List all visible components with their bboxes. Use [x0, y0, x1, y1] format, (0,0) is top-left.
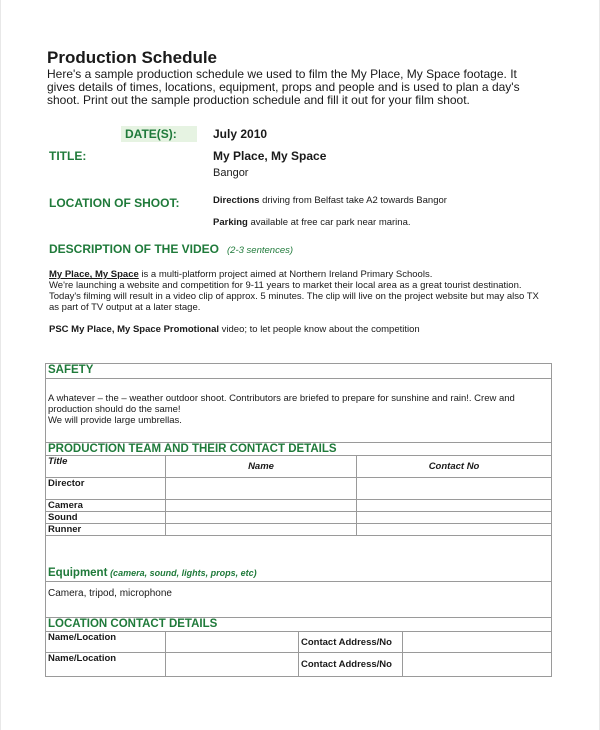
location-contact-label: Contact Address/No [299, 632, 403, 653]
location-name-cell[interactable] [166, 632, 299, 653]
team-contact-cell[interactable] [357, 512, 552, 524]
location-name-label: Name/Location [46, 632, 166, 653]
directions-line [213, 195, 447, 206]
psc-line [49, 324, 420, 335]
safety-text-1: A whatever – the – weather outdoor shoot. Contributors are briefed to prepare for sunshine and rain!. Crew and production should do the same! [48, 393, 515, 415]
team-name-cell[interactable] [166, 500, 357, 512]
page-title: Production Schedule [47, 48, 218, 67]
equipment-header [46, 536, 552, 582]
psc-text: video; to let people know about the competition [219, 324, 420, 335]
title-label: TITLE: [49, 149, 87, 163]
team-contact-cell[interactable] [357, 500, 552, 512]
intro-paragraph: Here's a sample production schedule we used to film the My Place, My Space footage. It gives details of times, locations, equipment, props and people and is used to plan a day's shoot. Print out the sample production schedule and fill it out for your film shoot. [47, 67, 520, 107]
title-value: My Place, My Space [213, 149, 327, 163]
description-body [49, 269, 549, 313]
directions-label: Directions [213, 195, 260, 206]
location-contact-label: Contact Address/No [299, 653, 403, 677]
team-role-sound: Sound [46, 512, 166, 524]
safety-header: SAFETY [46, 364, 552, 379]
equipment-list [46, 582, 552, 618]
location-label: LOCATION OF SHOOT: [49, 196, 180, 210]
team-role-runner: Runner [46, 524, 166, 536]
description-lead: My Place, My Space [49, 269, 139, 280]
location-name-cell[interactable] [166, 653, 299, 677]
team-contact-cell[interactable] [357, 478, 552, 500]
team-name-cell[interactable] [166, 524, 357, 536]
team-name-cell[interactable] [166, 512, 357, 524]
parking-label: Parking [213, 217, 248, 228]
description-heading [49, 242, 293, 256]
title-value-location: Bangor [213, 167, 249, 179]
safety-text-2: We will provide large umbrellas. [48, 415, 182, 426]
location-contacts-header: LOCATION CONTACT DETAILS [46, 618, 552, 632]
description-hint: (2-3 sentences) [227, 245, 294, 256]
directions-text: driving from Belfast take A2 towards Bangor [259, 195, 447, 206]
team-name-cell[interactable] [166, 478, 357, 500]
location-name-label: Name/Location [46, 653, 166, 677]
date-value: July 2010 [213, 127, 268, 141]
psc-bold: PSC My Place, My Space Promotional [49, 324, 219, 335]
location-contact-cell[interactable] [403, 653, 552, 677]
description-body-2: We're launching a website and competition for 9-11 years to market their local area as a great tourist destination. [49, 280, 522, 291]
description-body-3: Today's filming will result in a video clip of approx. 5 minutes. The clip will live on the project website but may also TX as part of TV output at a later stage. [49, 291, 539, 313]
team-header: PRODUCTION TEAM AND THEIR CONTACT DETAILS [46, 443, 552, 456]
description-label: DESCRIPTION OF THE VIDEO [49, 242, 220, 256]
safety-notes [46, 379, 552, 443]
description-body-1: is a multi-platform project aimed at Northern Ireland Primary Schools. [138, 269, 433, 280]
team-col-title: Title [46, 456, 166, 478]
parking-line [213, 217, 411, 228]
schedule-table [45, 363, 552, 677]
equipment-hint: (camera, sound, lights, props, etc) [110, 568, 257, 578]
team-col-contact: Contact No [357, 456, 552, 478]
team-col-name: Name [166, 456, 357, 478]
team-contact-cell[interactable] [357, 524, 552, 536]
equipment-text: Camera, tripod, microphone [48, 588, 172, 599]
team-role-director: Director [46, 478, 166, 500]
parking-text: available at free car park near marina. [247, 217, 411, 228]
equipment-label: Equipment [48, 567, 108, 579]
team-role-camera: Camera [46, 500, 166, 512]
date-label: DATE(S): [121, 126, 197, 142]
location-contact-cell[interactable] [403, 632, 552, 653]
